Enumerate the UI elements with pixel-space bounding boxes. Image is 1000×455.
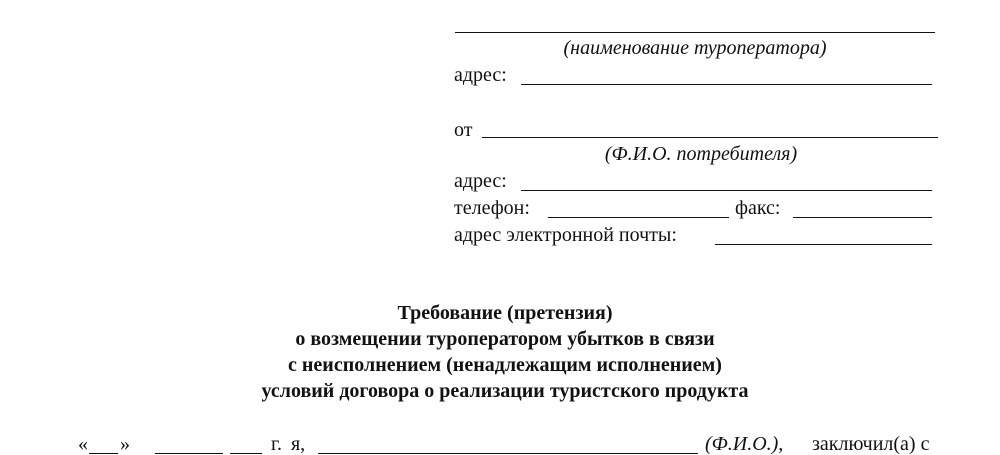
phone-label: телефон:: [454, 197, 530, 219]
document-title-line-4: условий договора о реализации туристского продукта: [261, 380, 749, 402]
operator-caption: (наименование туроператора): [563, 37, 827, 59]
email-label: адрес электронной почты:: [454, 224, 677, 246]
phone-line[interactable]: [548, 217, 729, 218]
contract-text: заключил(а) с: [812, 433, 930, 455]
operator-address-label: адрес:: [454, 64, 507, 86]
consumer-caption: (Ф.И.О. потребителя): [604, 143, 798, 165]
fio-note: (Ф.И.О.),: [705, 433, 784, 455]
operator-name-line[interactable]: [455, 32, 935, 33]
year-text: г. я,: [271, 433, 306, 455]
date-open-quote: «: [78, 433, 88, 455]
date-close-quote: »: [120, 433, 130, 455]
document-title: Требование (претензия): [397, 302, 613, 324]
consumer-name-line[interactable]: [482, 137, 938, 138]
fax-label: факс:: [735, 197, 781, 219]
from-label: от: [454, 119, 473, 141]
email-line[interactable]: [715, 244, 932, 245]
operator-address-line[interactable]: [521, 84, 932, 85]
consumer-address-label: адрес:: [454, 170, 507, 192]
document-title-line-3: с неисполнением (ненадлежащим исполнением): [288, 354, 722, 376]
consumer-address-line[interactable]: [521, 190, 932, 191]
fax-line[interactable]: [793, 217, 932, 218]
document-title-line-2: о возмещении туроператором убытков в связи: [295, 328, 715, 350]
